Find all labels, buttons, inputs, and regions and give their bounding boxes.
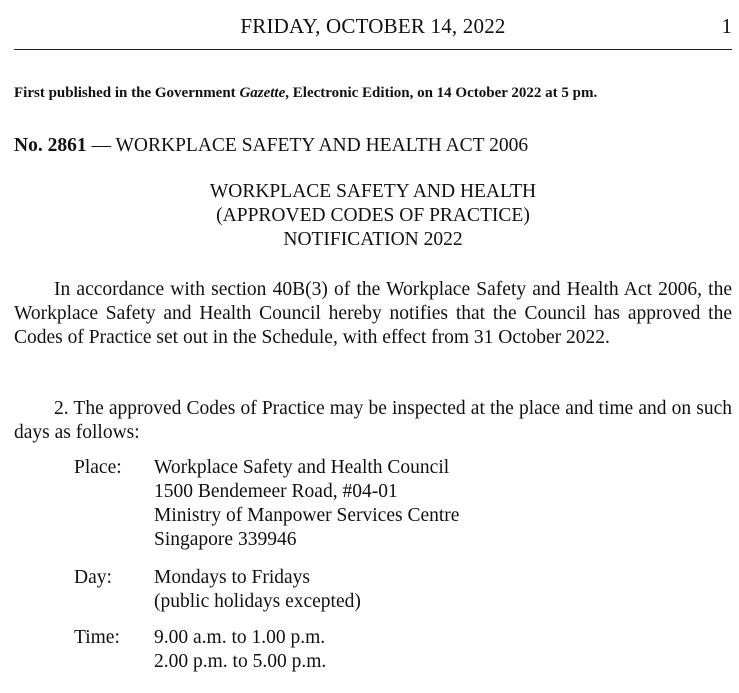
place-line: 1500 Bendemeer Road, #04-01 — [154, 481, 398, 502]
publication-text-before: First published in the Government — [14, 85, 240, 101]
place-line: Ministry of Manpower Services Centre — [154, 505, 460, 526]
paragraph-1: In accordance with section 40B(3) of the Workplace Safety and Health Act 2006, the Workplace Safety and Health Council hereby notifies that the Council has approved the Codes of Practice set out in the Schedule, with effect from 31 October 2022. — [14, 279, 732, 348]
place-value — [154, 456, 459, 552]
title-line-3: NOTIFICATION 2022 — [283, 229, 463, 250]
header-rule — [14, 49, 732, 50]
notice-number: No. 2861 — [14, 135, 87, 156]
publication-gazette-italic: Gazette — [239, 85, 286, 101]
day-label: Day: — [74, 567, 112, 588]
time-line: 9.00 a.m. to 1.00 p.m. — [154, 627, 326, 648]
time-value — [154, 626, 326, 674]
paragraph-2: 2. The approved Codes of Practice may be inspected at the place and time and on such days as follows: — [14, 398, 732, 443]
page-header — [14, 12, 732, 40]
day-value — [154, 566, 361, 614]
place-line: Singapore 339946 — [154, 529, 297, 550]
publication-text-after: , Electronic Edition, on 14 October 2022 at 5 pm. — [285, 85, 598, 101]
title-line-1: WORKPLACE SAFETY AND HEALTH — [209, 181, 537, 202]
publication-line — [14, 82, 597, 104]
place-line: Workplace Safety and Health Council — [154, 457, 450, 478]
title-line-2: (APPROVED CODES OF PRACTICE) — [216, 205, 530, 226]
gazette-page — [14, 0, 732, 693]
notice-act: — WORKPLACE SAFETY AND HEALTH ACT 2006 — [86, 135, 529, 156]
day-line: Mondays to Fridays — [154, 567, 310, 588]
notice-heading — [14, 133, 528, 159]
notification-title — [14, 180, 732, 252]
place-label: Place: — [74, 457, 122, 478]
time-label: Time: — [74, 627, 120, 648]
time-line: 2.00 p.m. to 5.00 p.m. — [154, 651, 327, 672]
header-date: FRIDAY, OCTOBER 14, 2022 — [240, 14, 506, 38]
day-line: (public holidays excepted) — [154, 591, 361, 612]
page-number: 1 — [721, 14, 732, 38]
